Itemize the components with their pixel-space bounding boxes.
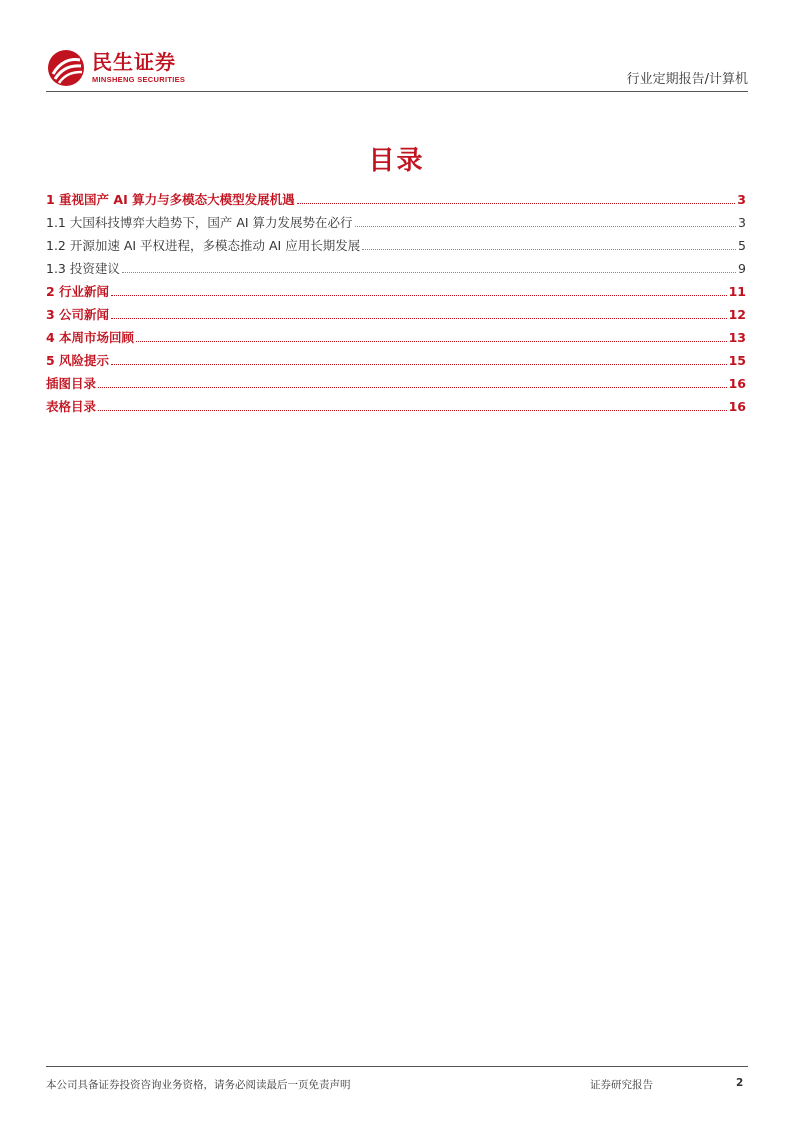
toc-leader-dots <box>111 363 727 365</box>
toc-entry-page: 13 <box>728 330 746 345</box>
toc-leader-dots <box>362 248 736 250</box>
toc-leader-dots <box>122 271 736 273</box>
toc-entry-page: 16 <box>728 399 746 414</box>
toc-entry[interactable] <box>46 213 746 236</box>
toc-entry[interactable] <box>46 305 746 328</box>
toc-entry-label: 表格目录 <box>46 399 97 414</box>
toc-entry[interactable] <box>46 259 746 282</box>
toc-leader-dots <box>111 294 727 296</box>
toc-entry[interactable] <box>46 328 746 351</box>
toc-entry-label: 5 风险提示 <box>46 353 110 368</box>
toc-entry[interactable] <box>46 397 746 420</box>
toc-entry[interactable] <box>46 374 746 397</box>
toc-entry-label: 1.3 投资建议 <box>46 261 120 276</box>
minsheng-logo-icon <box>46 48 86 88</box>
toc-entry[interactable] <box>46 236 746 259</box>
toc-entry-page: 12 <box>728 307 746 322</box>
toc-leader-dots <box>98 409 727 411</box>
page-number: 2 <box>736 1077 744 1089</box>
toc-entry[interactable] <box>46 351 746 374</box>
toc-leader-dots <box>136 340 727 342</box>
brand-name-en: MINSHENG SECURITIES <box>92 75 186 85</box>
toc-entry-page: 3 <box>738 215 746 230</box>
toc-entry-page: 15 <box>728 353 746 368</box>
toc-entry-page: 9 <box>738 261 746 276</box>
page-header <box>46 40 748 92</box>
footer-divider <box>46 1066 748 1067</box>
report-category: 行业定期报告/计算机 <box>626 72 748 87</box>
toc-entry-label: 3 公司新闻 <box>46 307 110 322</box>
header-divider <box>46 91 748 92</box>
toc-entry[interactable] <box>46 190 746 213</box>
toc-entry-label: 1 重视国产 AI 算力与多模态大模型发展机遇 <box>46 192 295 207</box>
brand-logo <box>46 44 185 92</box>
toc-leader-dots <box>98 386 727 388</box>
footer-disclaimer: 本公司具备证券投资咨询业务资格，请务必阅读最后一页免责声明 <box>46 1079 351 1091</box>
toc-entry-page: 5 <box>738 238 746 253</box>
toc-entry-page: 16 <box>728 376 746 391</box>
toc-entry-label: 4 本周市场回顾 <box>46 330 135 345</box>
footer-doc-type: 证券研究报告 <box>590 1079 653 1091</box>
toc-leader-dots <box>111 317 727 319</box>
toc-entry[interactable] <box>46 282 746 305</box>
toc-entry-label: 1.2 开源加速 AI 平权进程，多模态推动 AI 应用长期发展 <box>46 238 361 253</box>
toc-entry-page: 3 <box>737 192 746 207</box>
toc-leader-dots <box>355 225 737 227</box>
toc-entry-label: 2 行业新闻 <box>46 284 110 299</box>
table-of-contents <box>46 190 746 420</box>
brand-name-cn: 民生证券 <box>92 50 176 75</box>
toc-entry-label: 1.1 大国科技博弈大趋势下，国产 AI 算力发展势在必行 <box>46 215 353 230</box>
toc-title: 目录 <box>368 146 425 176</box>
toc-leader-dots <box>297 202 736 204</box>
toc-entry-label: 插图目录 <box>46 376 97 391</box>
toc-entry-page: 11 <box>728 284 746 299</box>
